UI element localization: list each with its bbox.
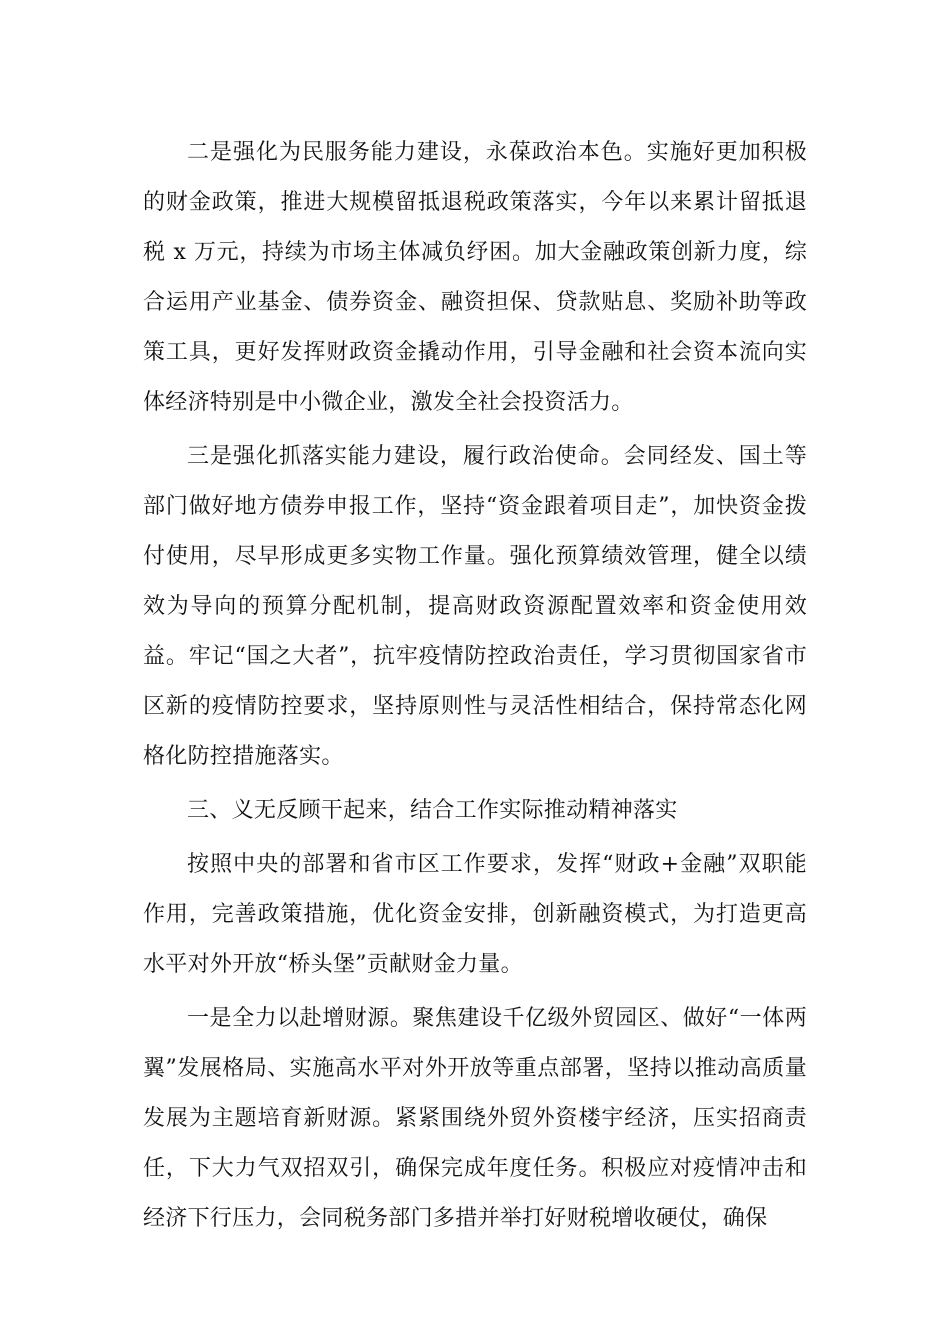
paragraph-service-capacity: 二是强化为民服务能力建设，永葆政治本色。实施好更加积极的财金政策，推进大规模留抵退税政策落实，今年以来累计留抵退税 x 万元，持续为市场主体减负纾困。加大金融政策创新力度，综合运用产业基金、债券资金、融资担保、贷款贴息、奖励补助等政策工具，更好发挥财政资金撬动作用，引导金融和社会资本流向实体经济特别是中小微企业，激发全社会投资活力。 <box>143 140 807 415</box>
document-page <box>143 128 807 1248</box>
paragraph-increase-revenue: 一是全力以赴增财源。聚焦建设千亿级外贸园区、做好“一体两翼”发展格局、实施高水平对外开放等重点部署，坚持以推动高质量发展为主题培育新财源。紧紧围绕外贸外资楼宇经济，压实招商责任，下大力气双招双引，确保完成年度任务。积极应对疫情冲击和经济下行压力，会同税务部门多措并举打好财税增收硬仗，确保 <box>143 1006 807 1231</box>
paragraph-deployment: 按照中央的部署和省市区工作要求，发挥“财政+金融”双职能作用，完善政策措施，优化资金安排，创新融资模式，为打造更高水平对外开放“桥头堡”贡献财金力量。 <box>143 852 807 977</box>
section-heading-three: 三、义无反顾干起来，结合工作实际推动精神落实 <box>187 798 678 823</box>
paragraph-implementation-capacity: 三是强化抓落实能力建设，履行政治使命。会同经发、国土等部门做好地方债券申报工作，坚持“资金跟着项目走”，加快资金拨付使用，尽早形成更多实物工作量。强化预算绩效管理，健全以绩效为导向的预算分配机制，提高财政资源配置效率和资金使用效益。牢记“国之大者”，抗牢疫情防控政治责任，学习贯彻国家省市区新的疫情防控要求，坚持原则性与灵活性相结合，保持常态化网格化防控措施落实。 <box>143 444 807 769</box>
